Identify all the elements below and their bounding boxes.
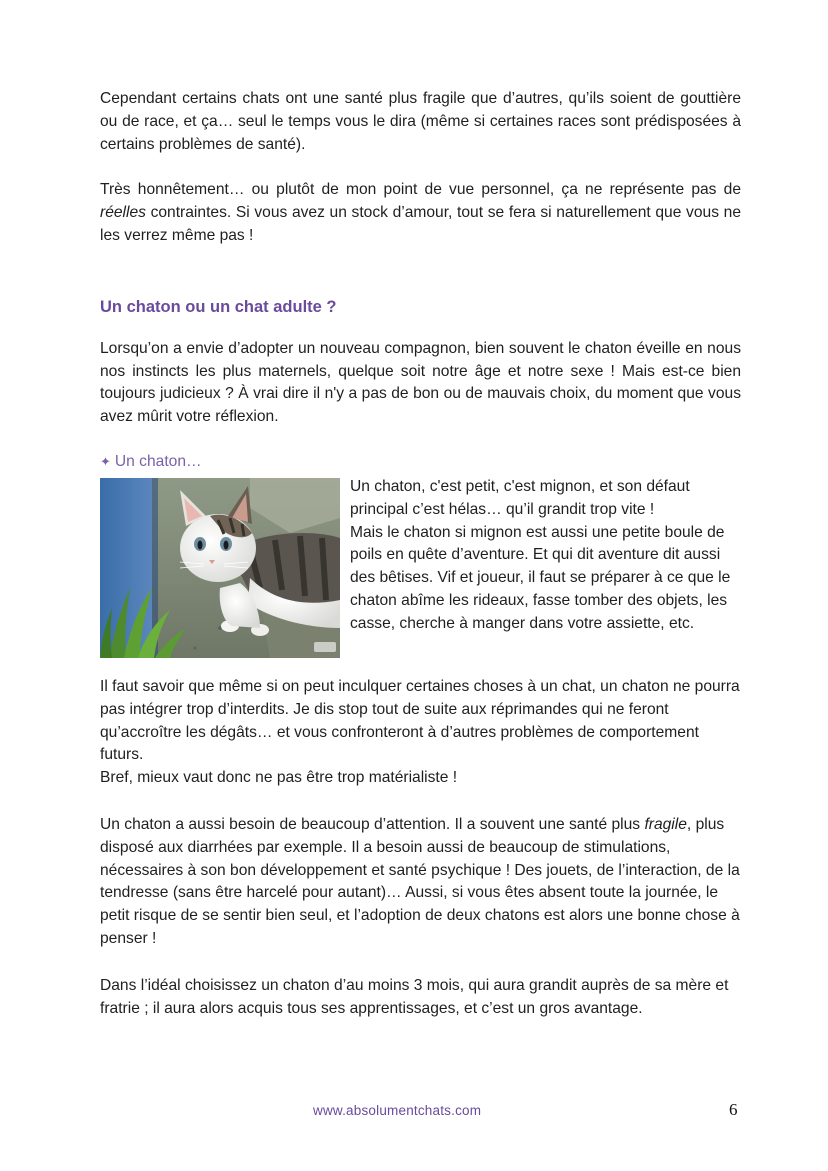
emphasis-reelles: réelles bbox=[100, 204, 146, 222]
kitten-text-line1: Un chaton, c'est petit, c'est mignon, et son défaut principal c’est hélas… qu’il grandit trop vite ! bbox=[350, 477, 690, 518]
paragraph-attention-part2: , plus disposé aux diarrhées par exemple. Il a besoin aussi de beaucoup de stimulations, nécessaires à son bon développement et santé psychique ! Des jouets, de l’interaction, de la tendresse (sans être harcelé pour autant)… Aussi, si vous êtes absent toute la journée, le petit risque de se sentir bien seul, et l’adoption de deux chatons est alors une bonne chose à penser ! bbox=[100, 815, 740, 947]
kitten-photo bbox=[100, 478, 340, 658]
paragraph-intro: Lorsqu’on a envie d’adopter un nouveau compagnon, bien souvent le chaton éveille en nous nos instincts les plus maternels, quelque soit notre âge et notre sexe ! Mais est-ce bien toujours judicieux ? À vrai dire il n'y a pas de bon ou de mauvais choix, du moment que vous avez mûrit votre réflexion. bbox=[100, 339, 741, 426]
paragraph-education-text: Il faut savoir que même si on peut inculquer certaines choses à un chat, un chaton ne pourra pas intégrer trop d’interdits. Je dis stop tout de suite aux réprimandes qui ne feront qu’accroître les dégâts… et vous confronteront à d’autres problèmes de comportement futurs. bbox=[100, 677, 740, 764]
kitten-section bbox=[100, 476, 741, 658]
paragraph-education-conclusion: Bref, mieux vaut donc ne pas être trop matérialiste ! bbox=[100, 769, 458, 787]
subheading-label: Un chaton… bbox=[114, 452, 202, 470]
kitten-description bbox=[350, 476, 741, 636]
section-heading: Un chaton ou un chat adulte ? bbox=[100, 297, 337, 316]
paragraph-education bbox=[100, 676, 741, 790]
page-number: 6 bbox=[729, 1100, 738, 1119]
paragraph-attention-part1: Un chaton a aussi besoin de beaucoup d’attention. Il a souvent une santé plus bbox=[100, 815, 645, 833]
paragraph-constraints-part1: Très honnêtement… ou plutôt de mon point de vue personnel, ça ne représente pas de bbox=[100, 181, 741, 199]
star-bullet-icon: ✦ bbox=[100, 453, 111, 469]
paragraph-constraints bbox=[100, 179, 741, 247]
footer-website-link[interactable]: www.absolumentchats.com bbox=[313, 1103, 482, 1118]
subheading-chaton bbox=[100, 451, 741, 473]
paragraph-constraints-part2: contraintes. Si vous avez un stock d’amour, tout se fera si naturellement que vous ne les verrez même pas ! bbox=[100, 204, 741, 244]
page-content bbox=[100, 88, 741, 1020]
paragraph-ideal: Dans l’idéal choisissez un chaton d’au moins 3 mois, qui aura grandit auprès de sa mère et fratrie ; il aura alors acquis tous ses apprentissages, et c’est un gros avantage. bbox=[100, 976, 729, 1017]
emphasis-fragile: fragile bbox=[644, 815, 687, 833]
kitten-photo-illustration bbox=[100, 478, 340, 658]
kitten-text-line2: Mais le chaton si mignon est aussi une petite boule de poils en quête d’aventure. Et qui dit aventure dit aussi des bêtises. Vif et joueur, il faut se préparer à ce que le chaton abîme les rideaux, fasse tomber des objets, les casse, cherche à manger dans votre assiette, etc. bbox=[350, 523, 731, 632]
paragraph-health: Cependant certains chats ont une santé plus fragile que d’autres, qu’ils soient de gouttière ou de race, et ça… seul le temps vous le dira (même si certaines races sont prédisposées à certains problèmes de santé). bbox=[100, 90, 741, 153]
paragraph-attention bbox=[100, 814, 741, 951]
